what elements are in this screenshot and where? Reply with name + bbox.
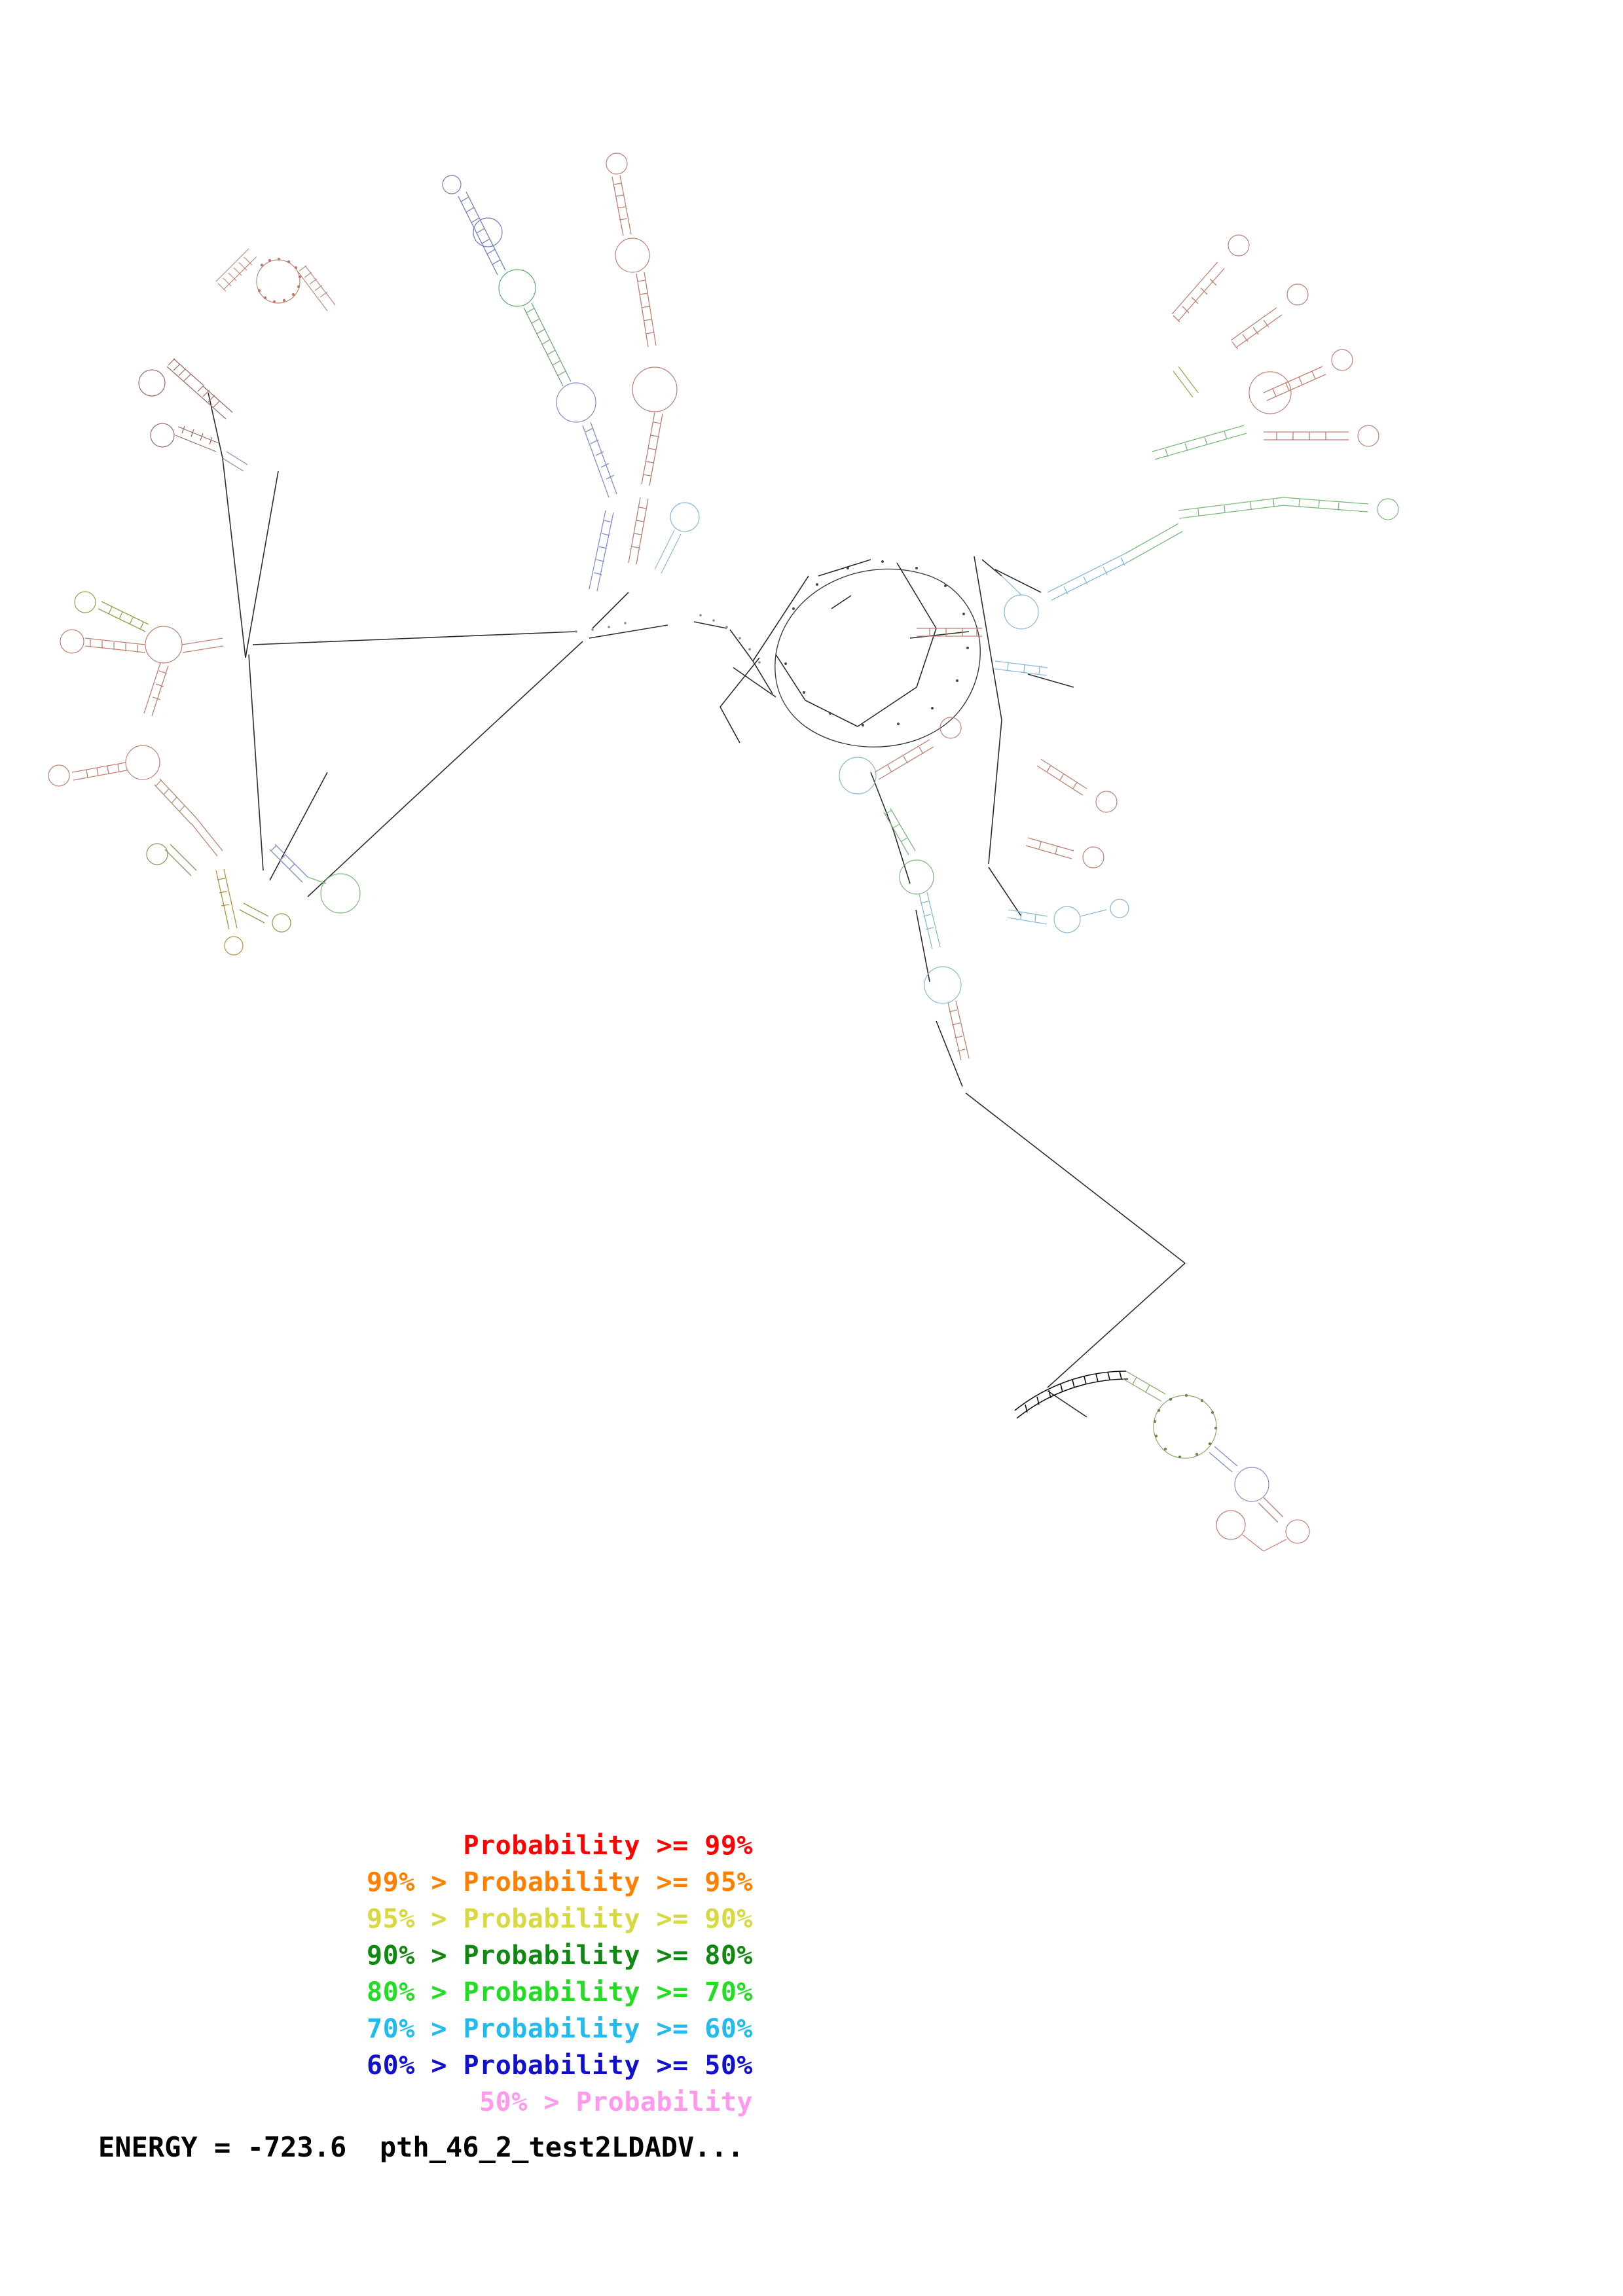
- legend-row-0: Probability >= 99%: [463, 1831, 753, 1861]
- probability-legend: [98, 1833, 818, 2163]
- helix-group-right-top: [1002, 235, 1398, 629]
- legend-row-1: 99% > Probability >= 95%: [367, 1867, 753, 1897]
- helix-group-top-center: [606, 153, 699, 573]
- legend-row-6: 60% > Probability >= 50%: [367, 2051, 753, 2081]
- legend-row-7: 50% > Probability: [479, 2087, 753, 2117]
- helix-group-top-left: [139, 249, 335, 471]
- helix-group-left: [48, 592, 360, 955]
- nucleotide-dots: [575, 614, 761, 664]
- helix-group-top-center-left: [443, 175, 617, 591]
- legend-row-3: 90% > Probability >= 80%: [367, 1941, 753, 1971]
- legend-row-4: 80% > Probability >= 70%: [367, 1977, 753, 2007]
- legend-row-2: 95% > Probability >= 90%: [367, 1904, 753, 1934]
- legend-row-5: 70% > Probability >= 60%: [367, 2014, 753, 2044]
- energy-label: ENERGY = -723.6 pth_46_2_test2LDADV...: [98, 2131, 744, 2163]
- backbone-lines: [208, 393, 1185, 1417]
- nucleotide-letters: [48, 153, 1398, 1551]
- helix-group-right-middle: [917, 628, 1129, 933]
- helix-group-center-lower: [839, 717, 969, 1060]
- central-multiloop: [775, 560, 980, 747]
